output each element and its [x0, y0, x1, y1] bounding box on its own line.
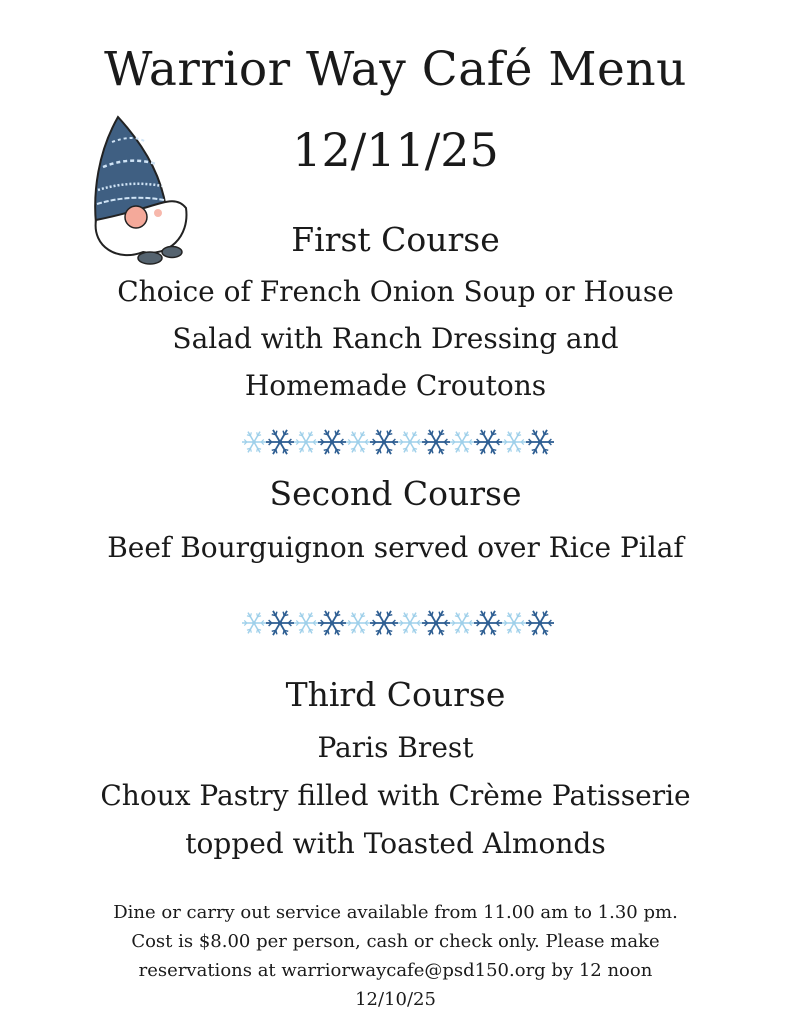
snowflake-icon — [450, 432, 474, 453]
snowflake-icon — [474, 611, 502, 635]
snowflake-icon — [502, 432, 526, 453]
course-line: Salad with Ranch Dressing and — [172, 322, 619, 355]
snowflake-icon — [422, 430, 450, 454]
snowflake-icon — [266, 611, 294, 635]
snowflake-icon — [346, 613, 370, 634]
footer-line: reservations at warriorwaycafe@psd150.org by 12 noon — [138, 960, 653, 981]
course-line: Choice of French Onion Soup or House — [117, 275, 674, 308]
snowflake-icon — [398, 432, 422, 453]
snowflake-icon — [346, 432, 370, 453]
snowflake-icon — [450, 613, 474, 634]
course-line: Paris Brest — [317, 731, 474, 764]
snowflake-icon — [474, 430, 502, 454]
snowflake-icon — [294, 432, 318, 453]
snowflake-icon — [266, 430, 294, 454]
menu-title: Warrior Way Café Menu — [104, 42, 687, 97]
snowflake-icon — [370, 611, 398, 635]
snowflake-icon — [318, 430, 346, 454]
footer-line: 12/10/25 — [355, 989, 436, 1010]
footer-line: Cost is $8.00 per person, cash or check only. Please make — [131, 931, 660, 952]
course-heading-second: Second Course — [269, 474, 522, 513]
footer-note — [0, 898, 791, 1014]
course-line: Choux Pastry filled with Crème Patisserie — [100, 779, 691, 812]
course-line: Homemade Croutons — [244, 369, 547, 402]
snowflake-icon — [318, 611, 346, 635]
footer-line: Dine or carry out service available from 11.00 am to 1.30 pm. — [113, 902, 678, 923]
course-heading-third: Third Course — [285, 675, 506, 714]
snowflake-icon — [242, 613, 266, 634]
menu-date: 12/11/25 — [292, 123, 499, 177]
course-line: topped with Toasted Almonds — [185, 827, 606, 860]
snowflake-icon — [422, 611, 450, 635]
snowflake-icon — [242, 432, 266, 453]
snowflake-icon — [294, 613, 318, 634]
snowflake-icon — [526, 430, 554, 454]
snowflake-icon — [502, 613, 526, 634]
snowflake-divider — [240, 422, 554, 462]
course-heading-first: First Course — [291, 220, 500, 259]
snowflake-icon — [370, 430, 398, 454]
snowflake-divider — [240, 603, 554, 643]
snowflake-icon — [398, 613, 422, 634]
course-line: Beef Bourguignon served over Rice Pilaf — [107, 531, 684, 564]
snowflake-icon — [526, 611, 554, 635]
